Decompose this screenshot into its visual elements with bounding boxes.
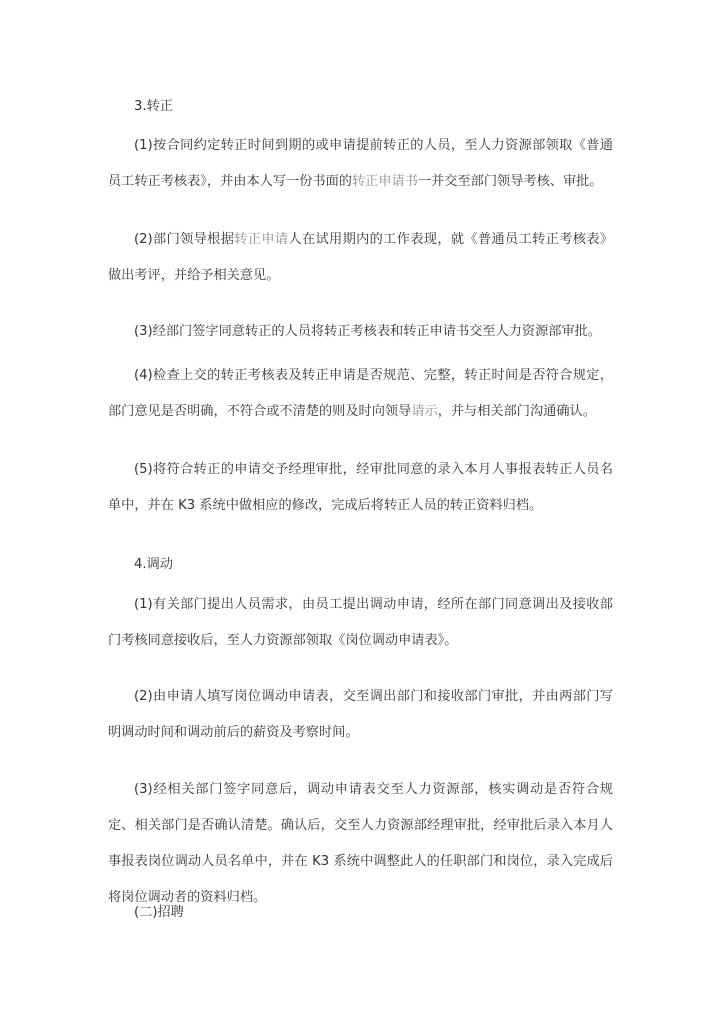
text: (2)部门领导根据	[134, 232, 235, 247]
section-heading-probation: 3.转正	[134, 99, 173, 114]
link-request[interactable]: 请示	[411, 404, 438, 419]
paragraph-s3-1	[108, 128, 613, 200]
section-heading-transfer: 4.调动	[134, 557, 173, 572]
text: 一并交至部门领导考核、审批。	[417, 174, 603, 189]
text: (4)检查上交的转正考核表及转正申请是否规范、完整，转正时间是否符合规定，部门意见是否明确，不符合或不清楚的则及时向领导	[108, 368, 613, 419]
text: (1)按合同约定转正时间到期的或申请提前转正的人员，至人力资源部领取《普通员工转正考核表》，并由本人写一份书面的	[108, 138, 613, 189]
link-application-letter[interactable]: 转正申请书	[351, 174, 418, 189]
paragraph-s3-2	[108, 222, 613, 294]
text: 人在试用期内的工作表现，就《普通员工转正考核表》做出考评，并给予相关意见。	[108, 232, 613, 283]
paragraph-s3-3: (3)经部门签字同意转正的人员将转正考核表和转正申请书交至人力资源部审批。	[134, 324, 602, 339]
paragraph-s4-3: (3)经相关部门签字同意后，调动申请表交至人力资源部，核实调动是否符合规定、相关部门是否确认清楚。确认后，交至人力资源部经理审批，经审批后录入本月人事报表岗位调动人员名单中，并在 K3 系统中调整此人的任职部门和岗位，录入完成后将岗位调动者的资料归档。	[108, 782, 613, 905]
section-heading-recruitment: (二)招聘	[134, 905, 184, 920]
text: ，并与相关部门沟通确认。	[437, 404, 596, 419]
paragraph-s3-4	[108, 358, 613, 430]
paragraph-s3-5: (5)将符合转正的申请交予经理审批，经审批同意的录入本月人事报表转正人员名单中，并在 K3 系统中做相应的修改，完成后将转正人员的转正资料归档。	[108, 462, 613, 513]
link-application[interactable]: 转正申请	[234, 232, 289, 247]
paragraph-s4-2: (2)由申请人填写岗位调动申请表，交至调出部门和接收部门审批，并由两部门写明调动时间和调动前后的薪资及考察时间。	[108, 689, 613, 740]
paragraph-s4-1: (1)有关部门提出人员需求，由员工提出调动申请，经所在部门同意调出及接收部门考核同意接收后，至人力资源部领取《岗位调动申请表》。	[108, 597, 613, 648]
